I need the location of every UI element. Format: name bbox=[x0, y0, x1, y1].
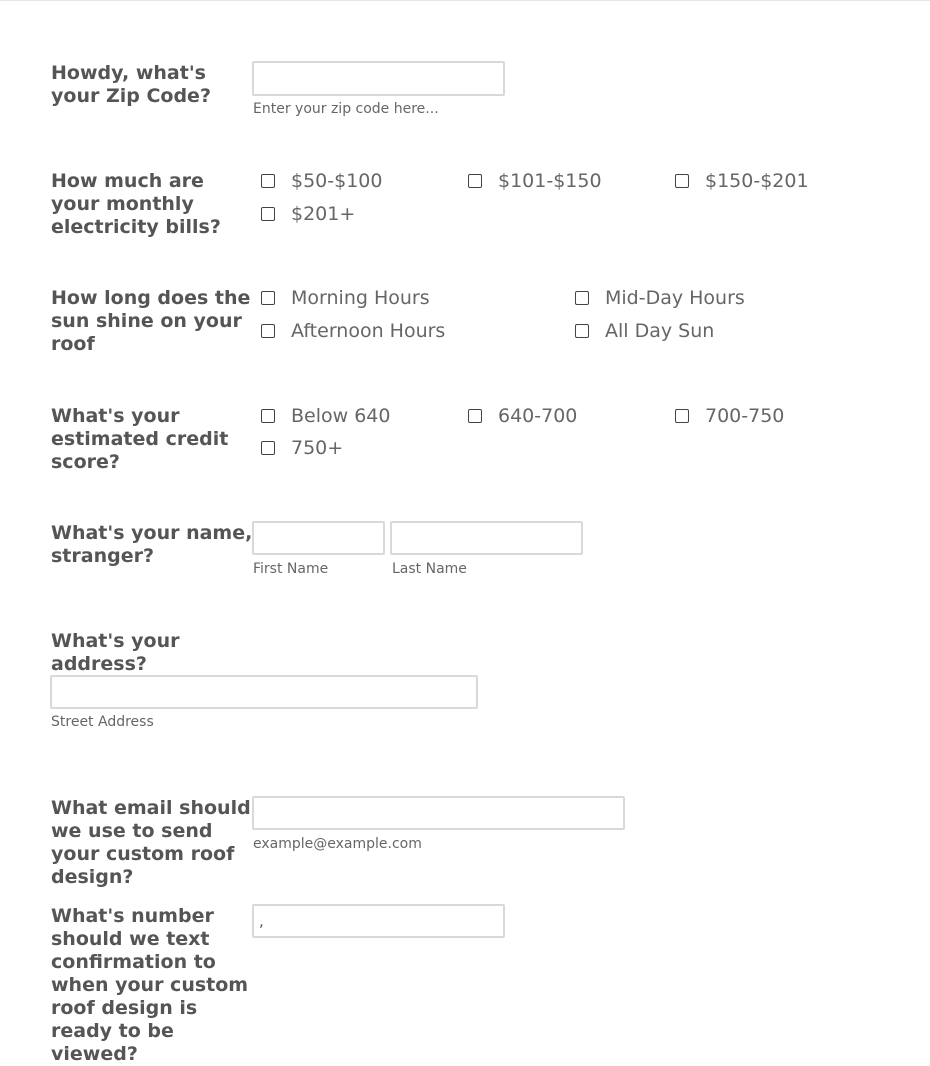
checkbox[interactable] bbox=[261, 409, 275, 423]
checkbox[interactable] bbox=[261, 324, 275, 338]
last-name-label: Last Name bbox=[392, 561, 467, 577]
credit-option-below-640[interactable] bbox=[261, 405, 390, 427]
checkbox[interactable] bbox=[468, 174, 482, 188]
zip-input[interactable] bbox=[252, 61, 505, 96]
phone-input[interactable] bbox=[252, 904, 505, 938]
bills-option-150-201[interactable] bbox=[675, 170, 809, 192]
sun-option-morning[interactable] bbox=[261, 287, 430, 309]
option-label: 640-700 bbox=[498, 405, 578, 427]
phone-question: What's number should we text confirmation to when your custom roof design is ready to be viewed? bbox=[51, 905, 249, 1065]
option-label: Morning Hours bbox=[291, 287, 430, 309]
option-label: All Day Sun bbox=[605, 320, 715, 342]
checkbox[interactable] bbox=[261, 207, 275, 221]
checkbox[interactable] bbox=[675, 409, 689, 423]
checkbox[interactable] bbox=[261, 174, 275, 188]
checkbox[interactable] bbox=[468, 409, 482, 423]
email-input[interactable] bbox=[252, 796, 625, 830]
bills-option-201-plus[interactable] bbox=[261, 203, 355, 225]
bills-option-50-100[interactable] bbox=[261, 170, 382, 192]
option-label: Mid-Day Hours bbox=[605, 287, 745, 309]
credit-option-700-750[interactable] bbox=[675, 405, 784, 427]
checkbox[interactable] bbox=[675, 174, 689, 188]
address-question: What's your address? bbox=[51, 630, 180, 675]
first-name-label: First Name bbox=[253, 561, 329, 577]
option-label: 750+ bbox=[291, 437, 344, 459]
sun-option-afternoon[interactable] bbox=[261, 320, 445, 342]
option-label: Afternoon Hours bbox=[291, 320, 446, 342]
zip-question: Howdy, what's your Zip Code? bbox=[51, 62, 211, 107]
email-question: What email should we use to send your custom roof design? bbox=[51, 797, 251, 888]
last-name-input[interactable] bbox=[390, 521, 583, 555]
zip-hint: Enter your zip code here... bbox=[253, 101, 439, 117]
sun-option-midday[interactable] bbox=[575, 287, 745, 309]
sun-question: How long does the sun shine on your roof bbox=[51, 287, 251, 355]
sun-option-all-day[interactable] bbox=[575, 320, 714, 342]
credit-option-750-plus[interactable] bbox=[261, 437, 343, 459]
checkbox[interactable] bbox=[261, 291, 275, 305]
name-question: What's your name, stranger? bbox=[51, 522, 253, 567]
bills-question: How much are your monthly electricity bills? bbox=[51, 170, 221, 238]
credit-question: What's your estimated credit score? bbox=[51, 405, 229, 473]
credit-option-640-700[interactable] bbox=[468, 405, 577, 427]
checkbox[interactable] bbox=[575, 291, 589, 305]
option-label: $150-$201 bbox=[705, 170, 809, 192]
checkbox[interactable] bbox=[575, 324, 589, 338]
option-label: $101-$150 bbox=[498, 170, 602, 192]
bills-option-101-150[interactable] bbox=[468, 170, 602, 192]
option-label: $201+ bbox=[291, 203, 356, 225]
email-hint: example@example.com bbox=[253, 836, 422, 852]
first-name-input[interactable] bbox=[252, 521, 385, 555]
option-label: Below 640 bbox=[291, 405, 391, 427]
street-address-label: Street Address bbox=[51, 714, 154, 730]
checkbox[interactable] bbox=[261, 441, 275, 455]
option-label: 700-750 bbox=[705, 405, 785, 427]
option-label: $50-$100 bbox=[291, 170, 383, 192]
street-address-input[interactable] bbox=[50, 675, 478, 709]
